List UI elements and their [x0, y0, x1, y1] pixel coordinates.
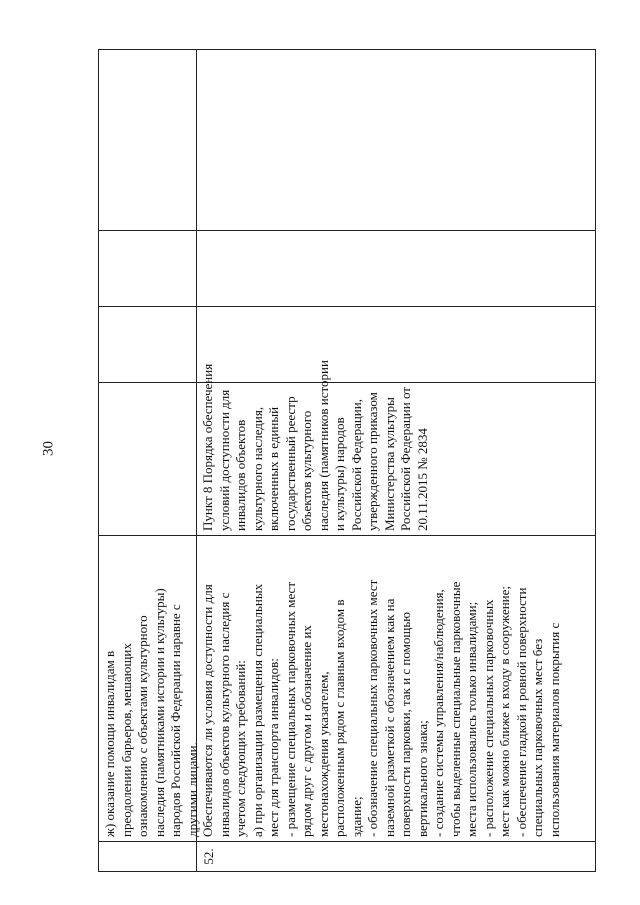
text-line: местонахождения указателем,: [315, 671, 331, 837]
text-line: учетом следующих требований:: [233, 660, 248, 837]
text-line: объектов культурного: [299, 410, 314, 531]
column-6-cell: [99, 50, 197, 230]
text-line: рядом друг с другом и обозначение их: [299, 625, 314, 837]
column-4-cell: [197, 306, 595, 382]
text-line: - создание системы управления/наблюдения,: [431, 589, 446, 837]
requirements-table: [98, 49, 596, 872]
column-5-cell: [197, 230, 595, 306]
text-line: инвалидов объектов: [233, 419, 248, 531]
text-line: поверхности парковки, так и с помощью: [398, 611, 413, 837]
text-line: вертикального знака;: [414, 720, 430, 837]
column-5-cell: [99, 230, 197, 306]
basis-cell: [99, 382, 197, 535]
text-line: культурного наследия,: [249, 406, 265, 531]
row-number: [99, 841, 197, 871]
text-line: Российской Федерации,: [348, 399, 364, 531]
requirement-cell: [99, 535, 200, 841]
text-line: ознакомлению с объектами культурного: [135, 615, 150, 837]
text-line: места использовались только инвалидами;: [464, 601, 479, 837]
basis-cell: [197, 360, 595, 535]
text-line: Пункт 8 Порядка обеспечения: [200, 363, 215, 531]
text-line: включенных в единый: [266, 406, 281, 531]
text-line: ж) оказание помощи инвалидам в: [102, 650, 117, 837]
column-6-cell: [197, 50, 595, 230]
text-line: 20.11.2015 № 2834: [414, 428, 430, 531]
text-line: - обозначение специальных парковочных мест: [365, 579, 380, 837]
text-line: специальных парковочных мест без: [530, 638, 545, 837]
text-line: а) при организации размещения специальных: [249, 583, 265, 837]
text-line: преодолении барьеров, мешающих: [118, 643, 134, 837]
text-line: чтобы выделенные специальные парковочные: [447, 581, 463, 837]
requirement-cell: [197, 535, 595, 841]
text-line: утвержденного приказом: [365, 392, 380, 531]
text-line: расположенным рядом с главным входом в: [332, 599, 347, 837]
text-line: мест как можно ближе к входу в сооружение;: [497, 585, 512, 837]
text-line: народов Российской Федерации наравне с: [168, 604, 183, 837]
column-4-cell: [99, 306, 197, 382]
text-line: здание;: [348, 796, 364, 837]
text-line: другими лицами.: [184, 742, 200, 837]
text-line: мест для транспорта инвалидов:: [266, 658, 281, 837]
page-number: 30: [40, 441, 57, 456]
text-line: условий доступности для: [216, 389, 232, 531]
text-line: использования материалов покрытия с: [546, 622, 562, 837]
row-number: 52.: [197, 841, 595, 871]
text-line: наследия (памятников истории: [315, 360, 331, 531]
text-line: Российской Федерации от: [398, 387, 413, 531]
text-line: - размещение специальных парковочных мест: [282, 581, 298, 837]
text-line: наследия (памятниками истории и культуры): [151, 588, 167, 837]
text-line: Министерства культуры: [381, 397, 397, 531]
text-line: и культуры) народов: [332, 417, 347, 531]
text-line: государственный реестр: [282, 396, 298, 531]
text-line: - обеспечение гладкой и ровной поверхности: [513, 587, 529, 837]
text-line: инвалидов объектов культурного наследия с: [216, 592, 232, 837]
text-line: Обеспечиваются ли условия доступности для: [200, 584, 215, 837]
text-line: - расположение специальных парковочных: [480, 599, 496, 837]
table-grid: [99, 50, 595, 871]
text-line: наземной разметкой с обозначением как на: [381, 598, 397, 837]
